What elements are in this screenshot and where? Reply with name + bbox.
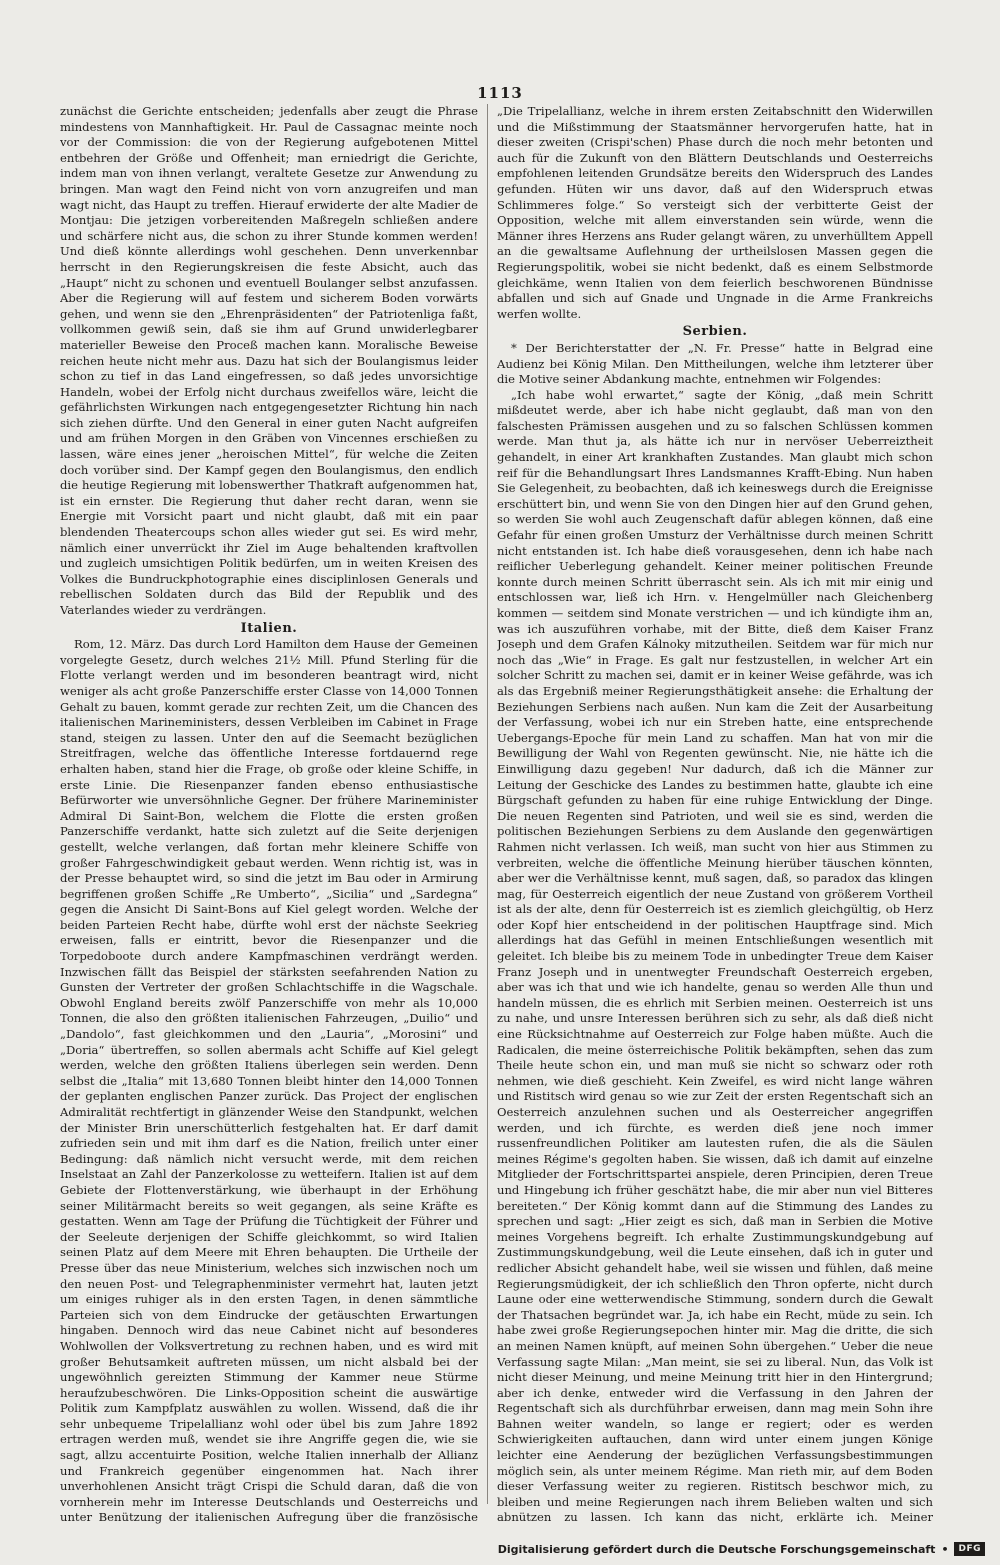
article-paragraph: „Die Tripelallianz, welche in ihrem ersten Zeitabschnitt den Widerwillen und die Mißstimmung der Staatsmänner hervorgerufen hatte, hat in dieser zweiten (Crispi'schen) Phase durch die noch mehr betonten und auch für die Zukunft von den Blättern Deutschlands und Oesterreichs empfohlenen leitenden Grundsätze bereits den Widerspruch des Landes gefunden. Hüten wir uns davor, daß auf den Widerspruch etwas Schlimmeres folge.“ So versteigt sich der verbitterte Geist der Opposition, welche mit allem einverstanden sein würde, wenn die Männer ihres Herzens ans Ruder gelangt wären, zu unverhülltem Appell an die gewaltsame Auflehnung der urtheilslosen Massen gegen die Regierungspolitik, wobei sie nicht bedenkt, daß es einem Selbstmorde gleichkäme, wenn Italien von dem feierlich beschworenen Bündnisse abfallen und sich auf Gnade und Ungnade in die Arme Frankreichs werfen wollte. [497, 104, 933, 321]
section-heading-italien: Italien. [240, 620, 298, 636]
footer-separator: • [941, 1542, 949, 1556]
article-paragraph: „Ich habe wohl erwartet,“ sagte der König, „daß mein Schritt mißdeutet werde, aber ich habe nicht geglaubt, daß man von den falschesten Prämissen ausgehen und zu so falschen Schlüssen kommen werde. Man thut ja, als hätte ich nur in nervöser Ueberreiztheit gehandelt, in einer Art krankhaften Zustandes. Man glaubt mich schon reif für die Behandlungsart Ihres Landsmannes Krafft-Ebing. Nun haben Sie Gelegenheit, zu beobachten, daß ich keineswegs durch die Ereignisse erschüttert bin, und wenn Sie von den Dingen hier auf den Grund gehen, so werden Sie wohl auch Zeugenschaft dafür ablegen können, daß eine Gefahr für einen großen Umsturz der Verhältnisse durch meinen Schritt nicht entstanden ist. Ich habe dieß vorausgesehen, denn ich habe nach reiflicher Ueberlegung gehandelt. Keiner meiner politischen Freunde konnte durch meinen Schritt überrascht sein. Als ich mit mir einig und entschlossen war, ließ ich Hrn. v. Hengelmüller nach Gleichenberg kommen — seitdem sind Monate verstrichen — und ich kündigte ihm an, was ich auszuführen vorhabe, mit der Bitte, dieß dem Kaiser Franz Joseph und dem Grafen Kálnoky mitzutheilen. Seitdem war für mich nur noch das „Wie“ in Frage. Es galt nur festzustellen, in welcher Art ein solcher Schritt zu machen sei, damit er in keiner Weise gefährde, was ich als das Ergebniß meiner Regierungsthätigkeit ansehe: die Erhaltung der Beziehungen Serbiens nach außen. Nun kam die Zeit der Ausarbeitung der Verfassung, wobei ich nur ein Streben hatte, eine entsprechende Uebergangs-Epoche für mein Land zu schaffen. Man hat von mir die Bewilligung der Wahl von Regenten gewünscht. Nie, nie hätte ich die Einwilligung dazu gegeben! Nur dadurch, daß ich die Männer zur Leitung der Geschicke des Landes zu bestimmen hatte, glaubte ich eine Bürgschaft gefunden zu haben für eine ruhige Entwicklung der Dinge. Die neuen Regenten sind Patrioten, und weil sie es sind, werden die politischen Beziehungen Serbiens zu dem Auslande den gegenwärtigen Rahmen nicht verlassen. Ich weiß, man sucht von hier aus Stimmen zu verbreiten, welche die öffentliche Meinung hierüber täuschen könnten, aber wer die Verhältnisse kennt, muß sagen, daß, so paradox das klingen mag, für Oesterreich eigentlich der neue Zustand von größerem Vortheil ist als der alte, denn für Oesterreich ist es ziemlich gleichgültig, ob Herz oder Kopf hier entscheidend in der politischen Hauptfrage sind. Mich allerdings hat das Gefühl in meinen Entschließungen wesentlich mit geleitet. Ich bleibe bis zu meinem Tode in unbedingter Treue dem Kaiser Franz Joseph und in unentwegter Freundschaft Oesterreich ergeben, aber was ich that und wie ich handelte, genau so werden Alle thun und handeln müssen, die es ehrlich mit Serbien meinen. Oesterreich ist uns zu nahe, und unsre Interessen berühren sich zu sehr, als daß dieß nicht eine Rücksichtnahme auf Oesterreich zur Folge haben müßte. Auch die Radicalen, die meine österreichische Politik bekämpften, sehen das zum Theile heute schon ein, und man muß sie nicht so schwarz oder roth nehmen, wie dieß geschieht. Kein Zweifel, es wird nicht lange währen und Ristitsch wird genau so wie zur Zeit der ersten Regentschaft sich an Oesterreich anzulehnen suchen und als Oesterreicher angegriffen werden, und ich fürchte, es werden dieß jene noch immer russenfreundlichen Politiker am lautesten rufen, die als die Säulen meines Régime's gegolten haben. Sie wissen, daß ich damit auf einzelne Mitglieder der Fortschrittspartei anspiele, deren Principien, deren Treue und Hingebung ich früher geschätzt habe, die mir aber nun viel Bitteres bereiteten.“ Der König kommt dann auf die Stimmung des Landes zu sprechen und sagt: „Hier zeigt es sich, daß man in Serbien die Motive meines Vorgehens begreift. Ich erhalte Zustimmungskundgebung auf Zustimmungskundgebung, weil die Leute einsehen, daß ich in guter und redlicher Absicht gehandelt habe, weil sie wissen und fühlen, daß meine Regierungsmüdigkeit, der ich schließlich den Thron opferte, nicht durch Laune oder eine wetterwendische Stimmung, sondern durch die Gewalt der Thatsachen begründet war. Ja, ich habe ein Recht, müde zu sein. Ich habe zwei große Regierungsepochen hinter mir. Mag die dritte, die sich an meinen Namen knüpft, auf meinen Sohn übergehen.“ Ueber die neue Verfassung sagte Milan: „Man meint, sie sei zu liberal. Nun, das Volk ist nicht dieser Meinung, und meine Meinung tritt hier in den Hintergrund; aber ich denke, entweder wird die Verfassung in den Jahren der Regentschaft sich als durchführbar erweisen, dann mag mein Sohn ihre Bahnen weiter wandeln, so lange er regiert; oder es werden Schwierigkeiten auftauchen, dann wird unter einem jungen Könige leichter eine Aenderung der bezüglichen Verfassungsbestimmungen möglich sein, als unter meinem Régime. Man rieth mir, auf dem Boden dieser Verfassung weiter zu regieren. Ristitsch beschwor mich, zu bleiben und meine Regierungen nach ihrem Belieben walten und sich abnützen zu lassen. Ich kann das nicht, erklärte ich. Meiner [497, 387, 933, 1524]
right-column [497, 104, 933, 1524]
digitization-footer [0, 1538, 985, 1560]
dfg-logo: DFG [954, 1542, 985, 1556]
page-number: 1113 [477, 84, 523, 102]
left-column [60, 104, 478, 1524]
footer-text: Digitalisierung gefördert durch die Deutsche Forschungsgemeinschaft [497, 1542, 936, 1556]
article-paragraph: * Der Berichterstatter der „N. Fr. Presse“ hatte in Belgrad eine Audienz bei König Milan. Den Mittheilungen, welche ihm letzterer über die Motive seiner Abdankung machte, entnehmen wir Folgendes: [497, 340, 933, 387]
section-heading-serbien: Serbien. [682, 324, 748, 340]
article-paragraph: Rom, 12. März. Das durch Lord Hamilton dem Hause der Gemeinen vorgelegte Gesetz, durch welches 21½ Mill. Pfund Sterling für die Flotte verlangt werden und im besonderen beantragt wird, nicht weniger als acht große Panzerschiffe erster Classe von 14,000 Tonnen Gehalt zu bauen, kommt gerade zur rechten Zeit, um die Chancen des italienischen Marineministers, dessen Verbleiben im Cabinet in Frage stand, steigen zu lassen. Unter den auf die Seemacht bezüglichen Streitfragen, welche das öffentliche Interesse fortdauernd rege erhalten haben, stand hier die Frage, ob große oder kleine Schiffe, in erste Linie. Die Riesenpanzer fanden ebenso enthusiastische Befürworter wie unversöhnliche Gegner. Der frühere Marineminister Admiral Di Saint-Bon, welchem die Flotte die ersten großen Panzerschiffe verdankt, hatte sich zuletzt auf die Seite derjenigen gestellt, welche verlangen, daß fortan mehr kleinere Schiffe von großer Fahrgeschwindigkeit gebaut werden. Wenn richtig ist, was in der Presse behauptet wird, so sind die jetzt im Bau oder in Armirung begriffenen großen Schiffe „Re Umberto“, „Sicilia“ und „Sardegna“ gegen die Ansicht Di Saint-Bons auf Kiel gelegt worden. Welche der beiden Parteien Recht habe, dürfte wohl erst der nächste Seekrieg erweisen, falls er eintritt, bevor die Riesenpanzer und die Torpedoboote durch andere Kampfmaschinen verdrängt werden. Inzwischen fällt das Beispiel der stärksten seefahrenden Nation zu Gunsten der Vertreter der großen Schlachtschiffe in die Wagschale. Obwohl England bereits zwölf Panzerschiffe von mehr als 10,000 Tonnen, die also den größten italienischen Fahrzeugen, „Duilio“ und „Dandolo“, fast gleichkommen und den „Lauria“, „Morosini“ und „Doria“ übertreffen, so sollen abermals acht Schiffe auf Kiel gelegt werden, welche den größten Italiens überlegen sein werden. Denn selbst die „Italia“ mit 13,680 Tonnen bleibt hinter den 14,000 Tonnen der geplanten englischen Panzer zurück. Das Project der englischen Admiralität rechtfertigt in glänzender Weise den Standpunkt, welchen der Minister Brin unerschütterlich festgehalten hat. Er darf damit zufrieden sein und mit ihm darf es die Nation, freilich unter einer Bedingung: daß nämlich nicht versucht werde, mit dem reichen Inselstaat an Zahl der Panzerkolosse zu wetteifern. Italien ist auf dem Gebiete der Flottenverstärkung, wie überhaupt in der Erhöhung seiner Militärmacht bereits so weit gegangen, als seine Kräfte es gestatten. Wenn am Tage der Prüfung die Tüchtigkeit der Führer und der Seeleute derjenigen der Schiffe gleichkommt, so wird Italien seinen Platz auf dem Meere mit Ehren behaupten. Die Urtheile der Presse über das neue Ministerium, welches sich inzwischen noch um den neuen Post- und Telegraphenminister vermehrt hat, lauten jetzt um einiges ruhiger als in den ersten Tagen, in denen sämmtliche Parteien sich von dem Eindrucke der getäuschten Erwartungen hingaben. Dennoch wird das neue Cabinet nicht auf besonderes Wohlwollen der Volksvertretung zu rechnen haben, und es wird mit großer Behutsamkeit auftreten müssen, um nicht alsbald bei der ungewöhnlich gereizten Stimmung der Kammer neue Stürme heraufzubeschwören. Die Links-Opposition scheint die auswärtige Politik zum Kampfplatz auswählen zu wollen. Wissend, daß die ihr sehr unbequeme Tripelallianz wohl oder übel bis zum Jahre 1892 ertragen werden muß, wendet sie ihre Angriffe gegen die, wie sie sagt, allzu accentuirte Position, welche Italien innerhalb der Allianz und Frankreich gegenüber eingenommen hat. Nach ihrer unverhohlenen Ansicht trägt Crispi die Schuld daran, daß die von vornherein mehr im Interesse Deutschlands und Oesterreichs und unter Benützung der italienischen Aufregung über die französische [60, 637, 478, 1524]
column-divider [487, 104, 488, 1504]
article-paragraph: zunächst die Gerichte entscheiden; jedenfalls aber zeugt die Phrase mindestens von Mannhaftigkeit. Hr. Paul de Cassagnac meinte noch vor der Commission: die von der Regierung aufgebotenen Mittel entbehren der Größe und Offenheit; man erniedrigt die Gerichte, indem man von ihnen verlangt, veraltete Gesetze zur Anwendung zu bringen. Man wagt den Feind nicht von vorn anzugreifen und man wagt nicht, das Haupt zu treffen. Hierauf erwiderte der alte Madier de Montjau: Die jetzigen vorbereitenden Maßregeln schließen andere und schärfere nicht aus, die schon zu ihrer Stunde kommen werden! Und dieß könnte allerdings wohl geschehen. Denn unverkennbar herrscht in den Regierungskreisen die feste Absicht, auch das „Haupt“ nicht zu schonen und eventuell Boulanger selbst anzufassen. Aber die Regierung will auf festem und sicherem Boden vorwärts gehen, und wenn sie den „Ehrenpräsidenten“ der Patriotenliga faßt, vollkommen gewiß sein, daß sie ihm auf Grund unwiderlegbarer materieller Beweise den Proceß machen kann. Moralische Beweise reichen heute nicht mehr aus. Dazu hat sich der Boulangismus leider schon zu tief in das Land eingefressen, so daß jedes unvorsichtige Handeln, wobei der Erfolg nicht durchaus zweifellos wäre, leicht die gefährlichsten Wirkungen nach entgegengesetzter Richtung hin nach sich ziehen dürfte. Und den General in einer guten Nacht aufgreifen und am frühen Morgen in den Gräben von Vincennes erschießen zu lassen, wäre eines jener „heroischen Mittel“, für welche die Zeiten doch vorüber sind. Der Kampf gegen den Boulangismus, den endlich die heutige Regierung mit lobenswerther Thatkraft aufgenommen hat, ist ein ernster. Die Regierung thut daher recht daran, wenn sie Energie mit Vorsicht paart und nicht glaubt, daß mit ein paar blendenden Theatercoups schon alles wieder gut sei. Es wird mehr, nämlich einer unverrückt ihr Ziel im Auge behaltenden kraftvollen und zugleich umsichtigen Politik bedürfen, um in weiten Kreisen des Volkes die Bundruckphotographie eines disciplinlosen Generals und rebellischen Soldaten durch das Bild der Republik und des Vaterlandes wieder zu verdrängen. [60, 104, 478, 617]
